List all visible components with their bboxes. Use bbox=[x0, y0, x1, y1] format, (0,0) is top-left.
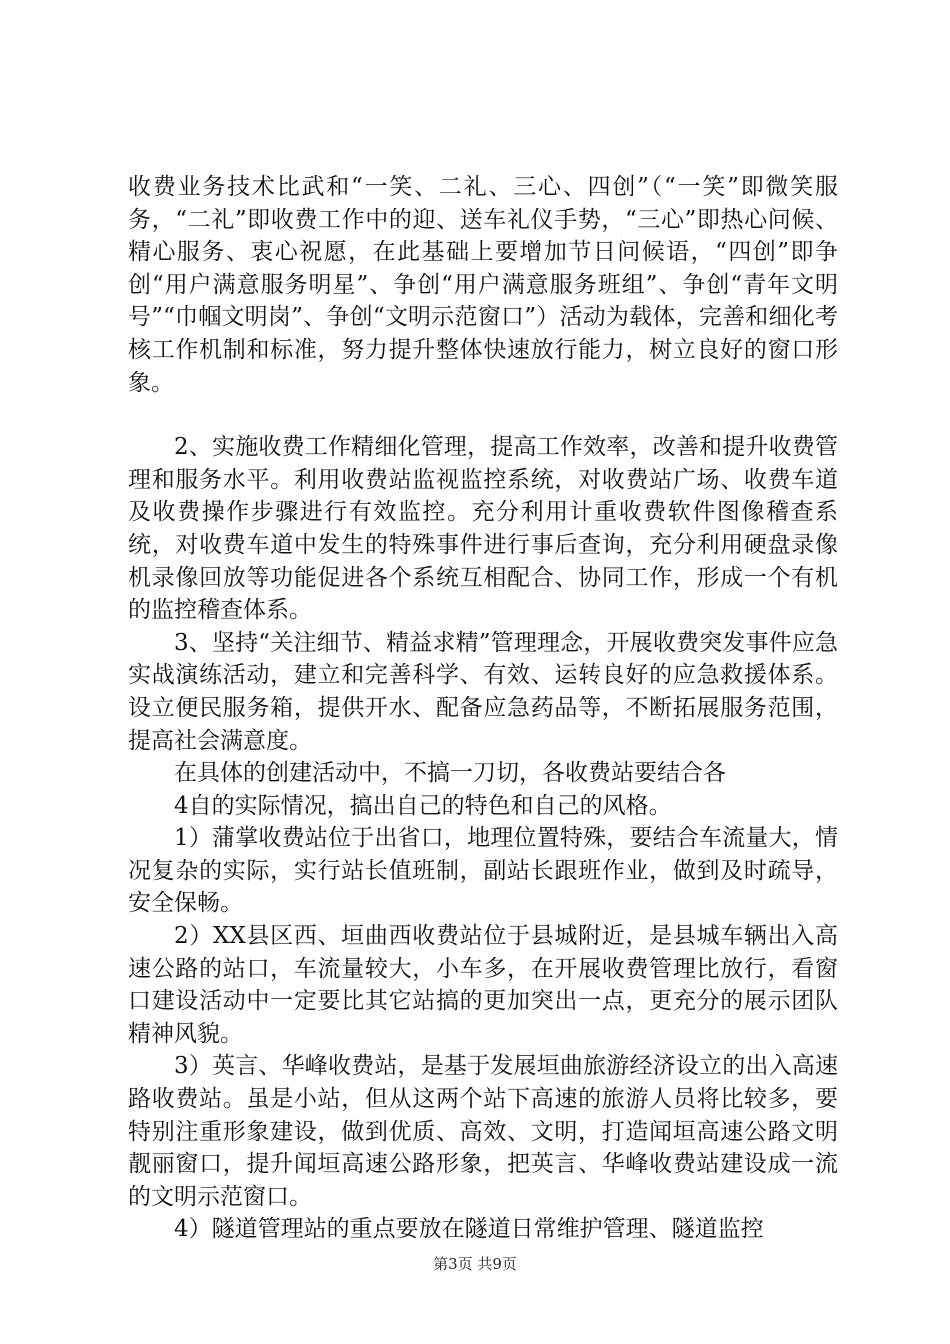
paragraph-item-3: 3、坚持“关注细节、精益求精”管理理念，开展收费突发事件应急实战演练活动，建立和完善科学、有效、运转良好的应急救援体系。设立便民服务箱，提供开水、配备应急药品等，不断拓展服务范围，提高社会满意度。 bbox=[128, 629, 838, 754]
paragraph-activity-carrier: 收费业务技术比武和“一笑、二礼、三心、四创”（“一笑”即微笑服务，“二礼”即收费工作中的迎、送车礼仪手势，“三心”即热心问候、精心服务、衷心祝愿，在此基础上要增加节日问候语，“四创”即争创“用户满意服务明星”、争创“用户满意服务班组”、争创“青年文明号”“巾帼文明岗”、争创“文明示范窗口”）活动为载体，完善和细化考核工作机制和标准，努力提升整体快速放行能力，树立良好的窗口形象。 bbox=[128, 174, 838, 396]
paragraph-subitem-2: 2）XX县区西、垣曲西收费站位于县城附近，是县城车辆出入高速公路的站口，车流量较大，小车多，在开展收费管理比放行，看窗口建设活动中一定要比其它站搞的更加突出一点，更充分的展示团队精神风貌。 bbox=[128, 923, 838, 1047]
paragraph-own-style: 4自的实际情况，搞出自己的特色和自己的风格。 bbox=[174, 792, 672, 819]
paragraph-subitem-1: 1）蒲掌收费站位于出省口，地理位置特殊，要结合车流量大，情况复杂的实际，实行站长值班制，副站长跟班作业，做到及时疏导，安全保畅。 bbox=[128, 825, 838, 917]
paragraph-specific-activities: 在具体的创建活动中，不搞一刀切，各收费站要结合各 bbox=[174, 760, 726, 787]
paragraph-subitem-3: 3）英言、华峰收费站，是基于发展垣曲旅游经济设立的出入高速路收费站。虽是小站，但从这两个站下高速的旅游人员将比较多，要特别注重形象建设，做到优质、高效、文明，打造闻垣高速公路文明靓丽窗口，提升闻垣高速公路形象，把英言、华峰收费站建设成一流的文明示范窗口。 bbox=[128, 1053, 838, 1210]
page-number-footer: 第3页 共9页 bbox=[433, 1255, 517, 1273]
paragraph-item-2: 2、实施收费工作精细化管理，提高工作效率，改善和提升收费管理和服务水平。利用收费站监视监控系统，对收费站广场、收费车道及收费操作步骤进行有效监控。充分利用计重收费软件图像稽查系统，对收费车道中发生的特殊事件进行事后查询，充分利用硬盘录像机录像回放等功能促进各个系统互相配合、协同工作，形成一个有机的监控稽查体系。 bbox=[128, 434, 838, 624]
paragraph-subitem-4: 4）隧道管理站的重点要放在隧道日常维护管理、隧道监控 bbox=[174, 1216, 764, 1243]
document-body bbox=[128, 171, 838, 1246]
